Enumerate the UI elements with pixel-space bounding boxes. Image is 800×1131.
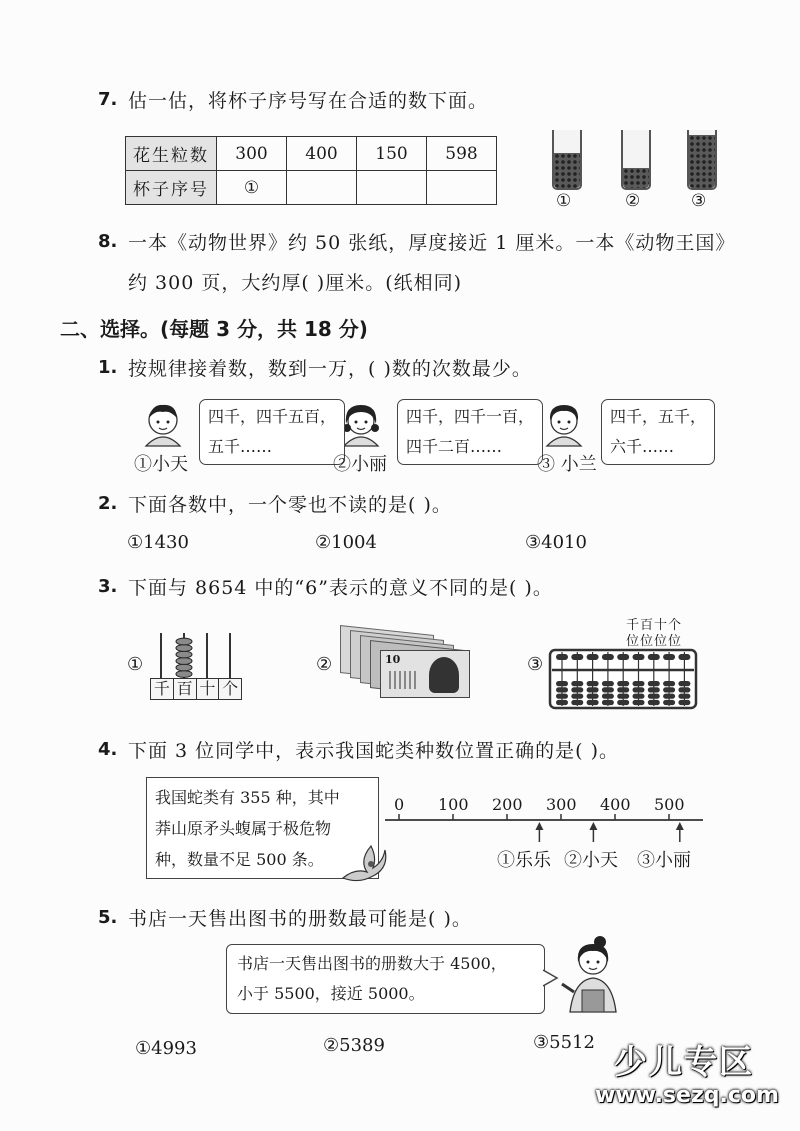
- abacus-bead: [587, 654, 599, 660]
- c4-option-c[interactable]: ③小丽: [637, 850, 691, 871]
- abacus-bead: [663, 687, 675, 692]
- c4-text: 下面 3 位同学中，表示我国蛇类种数位置正确的是( )。: [128, 740, 620, 762]
- counting-rods: [150, 628, 242, 680]
- c2-number: 2.: [98, 493, 118, 514]
- c2-option-a[interactable]: ①1430: [127, 532, 189, 553]
- c1-option-a-label[interactable]: ①小天: [134, 454, 188, 475]
- q7-row2-header: 杯子序号: [126, 171, 217, 205]
- abacus-bead: [648, 694, 660, 699]
- abacus-bead: [617, 687, 629, 692]
- abacus-bead: [602, 654, 614, 660]
- abacus-bead: [556, 687, 568, 692]
- counter-bead: [176, 651, 192, 658]
- arrow-head: [589, 822, 597, 830]
- c1-number: 1.: [98, 357, 118, 378]
- cup-label: ②: [625, 191, 641, 211]
- counting-frame: [150, 628, 242, 700]
- q7-value-cell: 300: [217, 137, 287, 171]
- boy-icon: [140, 398, 186, 450]
- abacus-bead: [678, 700, 690, 705]
- cup-3: [687, 130, 717, 190]
- c5-option-b[interactable]: ②5389: [323, 1035, 385, 1056]
- pattern: [389, 671, 419, 689]
- abacus-header-line2: 位位位位: [626, 634, 683, 649]
- c1-option-c-bubble: [601, 399, 715, 465]
- abacus-bead: [587, 687, 599, 692]
- info-line: 我国蛇类有 355 种，其中: [155, 788, 340, 807]
- bubble-tail: [543, 968, 559, 988]
- portrait-icon: [429, 657, 459, 693]
- abacus-bead: [633, 694, 645, 699]
- c1-option-c-label[interactable]: ③ 小兰: [537, 454, 597, 475]
- abacus-bead: [648, 654, 660, 660]
- peanut-fill: [554, 153, 580, 188]
- abacus-bead: [556, 694, 568, 699]
- tick-label: 400: [600, 795, 631, 814]
- watermark-title: 少儿专区: [614, 1042, 754, 1081]
- c5-option-c[interactable]: ③5512: [533, 1032, 595, 1053]
- bubble-line: 四千，五千，: [610, 407, 707, 426]
- place-label: 十: [197, 679, 220, 699]
- abacus-bead: [648, 687, 660, 692]
- place-label: 千: [151, 679, 174, 699]
- bubble-line: 五千……: [208, 437, 273, 456]
- counter-bead: [176, 658, 192, 665]
- q7-value-cell: 598: [427, 137, 497, 171]
- c5-speech-bubble: [226, 944, 545, 1014]
- q7-row1-header: 花生粒数: [126, 137, 217, 171]
- abacus-bead: [633, 681, 645, 686]
- abacus-bead: [617, 654, 629, 660]
- abacus-header-line1: 千百十个: [626, 618, 683, 633]
- abacus-bead: [678, 654, 690, 660]
- abacus: [548, 648, 698, 710]
- c5-text: 书店一天售出图书的册数最可能是( )。: [128, 908, 472, 930]
- cup-label: ①: [556, 191, 572, 211]
- c3-option-b[interactable]: ②: [316, 654, 333, 675]
- cup-2: [621, 130, 651, 190]
- abacus-bead: [648, 700, 660, 705]
- counter-place-labels: [150, 678, 242, 700]
- c2-text: 下面各数中，一个零也不读的是( )。: [128, 494, 452, 516]
- abacus-bead: [617, 681, 629, 686]
- place-label: 百: [174, 679, 197, 699]
- abacus-bead: [617, 694, 629, 699]
- c2-option-b[interactable]: ②1004: [315, 532, 377, 553]
- q7-text: 估一估，将杯子序号写在合适的数下面。: [128, 90, 489, 112]
- section-title: 二、选择。(每题 3 分，共 18 分): [60, 317, 368, 341]
- peanut-fill: [623, 168, 649, 188]
- q8-line2: 约 300 页，大约厚( )厘米。(纸相同): [128, 272, 463, 294]
- abacus-bead: [663, 700, 675, 705]
- c2-option-c[interactable]: ③4010: [525, 532, 587, 553]
- tick-label: 200: [492, 795, 523, 814]
- q7-answer-cell[interactable]: ①: [217, 171, 287, 205]
- abacus-bead: [587, 700, 599, 705]
- tick-label: 100: [438, 795, 469, 814]
- q7-value-cell: 400: [287, 137, 357, 171]
- c4-number: 4.: [98, 739, 118, 760]
- tick-label: 300: [546, 795, 577, 814]
- abacus-bead: [571, 694, 583, 699]
- cup-label: ③: [691, 191, 707, 211]
- bubble-line: 四千二百……: [406, 437, 503, 456]
- c4-option-b[interactable]: ②小天: [564, 850, 618, 871]
- c1-option-b-bubble: [397, 399, 543, 465]
- abacus-bead: [571, 700, 583, 705]
- abacus-bead: [617, 700, 629, 705]
- q7-answer-cell[interactable]: [357, 171, 427, 205]
- counter-bead: [176, 671, 192, 678]
- abacus-bead: [678, 694, 690, 699]
- bubble-line: 四千，四千一百，: [406, 407, 535, 426]
- tick-label: 500: [654, 795, 685, 814]
- abacus-bead: [633, 700, 645, 705]
- abacus-bead: [663, 694, 675, 699]
- cup-1: [552, 130, 582, 190]
- abacus-bead: [602, 694, 614, 699]
- abacus-bead: [571, 687, 583, 692]
- abacus-bead: [663, 681, 675, 686]
- c5-option-a[interactable]: ①4993: [135, 1038, 197, 1059]
- c5-number: 5.: [98, 907, 118, 928]
- info-line: 莽山原矛头蝮属于极危物: [155, 819, 332, 838]
- banknote-value: 10: [385, 653, 401, 666]
- c1-option-a-bubble: [199, 399, 345, 465]
- peanut-fill: [689, 135, 715, 188]
- c4-option-a[interactable]: ①乐乐: [497, 850, 551, 871]
- abacus-bead: [678, 681, 690, 686]
- banknote-front: [380, 650, 470, 698]
- abacus-bead: [587, 694, 599, 699]
- bubble-line: 四千，四千五百，: [208, 407, 337, 426]
- flower-icon: [337, 838, 389, 884]
- q7-table: [125, 136, 497, 205]
- c1-option-b-label[interactable]: ②小丽: [333, 454, 387, 475]
- tick-label: 0: [394, 795, 405, 814]
- q7-number: 7.: [98, 89, 118, 110]
- q7-answer-cell[interactable]: [287, 171, 357, 205]
- arrow-head: [676, 822, 684, 830]
- abacus-bead: [633, 687, 645, 692]
- abacus-bead: [648, 681, 660, 686]
- place-label: 个: [222, 679, 239, 698]
- q8-line1: 一本《动物世界》约 50 张纸，厚度接近 1 厘米。一本《动物王国》: [128, 232, 736, 254]
- c3-text: 下面与 8654 中的“6”表示的意义不同的是( )。: [128, 577, 553, 599]
- bubble-line: 小于 5500，接近 5000。: [237, 984, 425, 1003]
- banknotes-image: [340, 630, 470, 700]
- abacus-bead: [571, 681, 583, 686]
- abacus-bead: [571, 654, 583, 660]
- c3-option-c[interactable]: ③: [527, 654, 544, 675]
- abacus-bead: [602, 700, 614, 705]
- counter-bead: [176, 664, 192, 671]
- abacus-bead: [633, 654, 645, 660]
- arrow-head: [535, 822, 543, 830]
- info-line: 种，数量不足 500 条。: [155, 850, 324, 869]
- counter-bead: [176, 638, 192, 645]
- abacus-bead: [602, 681, 614, 686]
- girl-icon: [541, 398, 587, 450]
- c3-number: 3.: [98, 576, 118, 597]
- abacus-bead: [556, 700, 568, 705]
- counter-bead: [176, 645, 192, 652]
- q7-value-cell: 150: [357, 137, 427, 171]
- abacus-bead: [556, 654, 568, 660]
- bubble-line: 六千……: [610, 437, 675, 456]
- bubble-line: 书店一天售出图书的册数大于 4500，: [237, 954, 507, 973]
- abacus-bead: [602, 687, 614, 692]
- abacus-bead: [678, 687, 690, 692]
- q7-answer-cell[interactable]: [427, 171, 497, 205]
- abacus-bead: [556, 681, 568, 686]
- c3-option-a[interactable]: ①: [127, 654, 144, 675]
- abacus-bead: [663, 654, 675, 660]
- girl-icon: [560, 934, 626, 1014]
- q8-number: 8.: [98, 231, 118, 252]
- abacus-bead: [587, 681, 599, 686]
- watermark-url: www.sezq.com: [595, 1083, 779, 1108]
- c1-text: 按规律接着数，数到一万，( )数的次数最少。: [128, 358, 532, 380]
